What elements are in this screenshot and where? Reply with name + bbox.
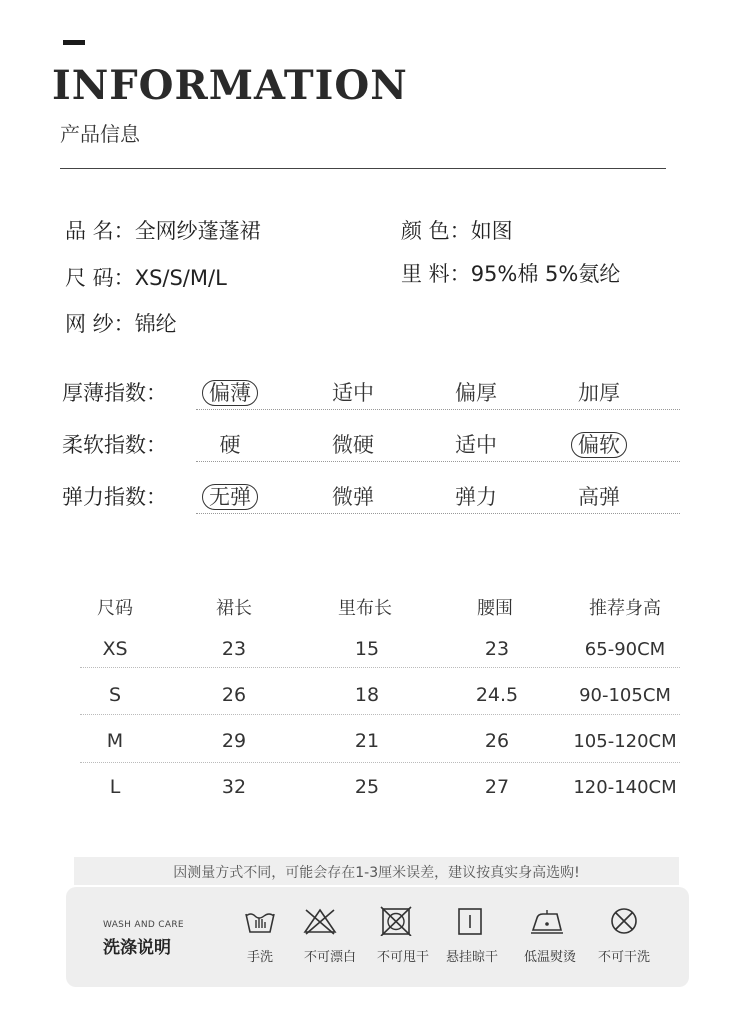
thickness-option-extra-thick: 加厚 (578, 381, 620, 405)
table-cell-waist: 26 (484, 730, 510, 752)
care-title-cn: 洗涤说明 (103, 938, 171, 958)
table-cell-lining-length: 21 (354, 730, 380, 752)
info-color-value: 如图 (470, 219, 513, 243)
table-cell-skirt-length: 26 (221, 684, 247, 706)
height-header: 推荐身高 (589, 598, 661, 619)
page-title: INFORMATION (52, 62, 408, 109)
hand-wash-icon (230, 906, 290, 936)
info-size (65, 262, 227, 292)
thickness-option-thick: 偏厚 (455, 381, 497, 405)
table-cell-waist: 24.5 (475, 684, 519, 706)
table-row-divider (80, 762, 680, 763)
softness-option-hard: 硬 (219, 433, 241, 457)
table-cell-height: 105-120CM (573, 731, 677, 752)
hang-dry-icon (440, 906, 500, 936)
table-cell-size: L (109, 776, 121, 798)
no-dry-clean-icon (594, 906, 654, 936)
info-lining-label: 里 料： (401, 262, 471, 286)
info-color-label: 颜 色： (401, 219, 471, 243)
care-title-en: WASH AND CARE (103, 920, 184, 930)
table-cell-skirt-length: 23 (221, 638, 247, 660)
table-cell-size: XS (102, 638, 128, 660)
info-name-value: 全网纱蓬蓬裙 (134, 219, 261, 243)
low-iron-icon (517, 906, 577, 936)
table-cell-lining-length: 25 (354, 776, 380, 798)
info-name-label: 品 名： (65, 219, 135, 243)
softness-option-slightly-hard: 微硬 (332, 433, 374, 457)
page-subtitle: 产品信息 (60, 122, 140, 146)
elasticity-option-none: 无弹 (180, 481, 280, 511)
thickness-option-thin: 偏薄 (180, 377, 280, 407)
info-lining-value: 95%棉 5%氨纶 (470, 262, 621, 286)
info-mesh (65, 308, 177, 338)
table-cell-height: 90-105CM (579, 685, 671, 706)
softness-option-soft: 偏软 (549, 429, 649, 459)
elasticity-option-slight: 微弹 (332, 485, 374, 509)
table-row-divider (80, 667, 680, 668)
title-dash (63, 40, 85, 45)
care-label-no-dry-clean: 不可干洗 (597, 950, 650, 965)
thickness-option-medium: 适中 (332, 381, 374, 405)
table-cell-lining-length: 18 (354, 684, 380, 706)
waist-header: 腰围 (477, 598, 513, 619)
care-label-hand-wash: 手洗 (246, 950, 273, 965)
elasticity-index-label: 弹力指数： (62, 485, 167, 509)
table-row-divider (80, 714, 680, 715)
info-size-value: XS/S/M/L (134, 266, 227, 290)
care-label-no-bleach: 不可漂白 (303, 950, 356, 965)
table-cell-height: 120-140CM (573, 777, 677, 798)
lining-length-header: 里布长 (338, 598, 392, 619)
table-cell-size: M (106, 730, 124, 752)
table-cell-size: S (108, 684, 122, 706)
care-label-hang-dry: 悬挂晾干 (445, 950, 498, 965)
info-mesh-label: 网 纱： (65, 312, 135, 336)
size-header: 尺码 (97, 598, 133, 619)
elasticity-option-elastic: 弹力 (455, 485, 497, 509)
table-cell-height: 65-90CM (584, 639, 666, 660)
no-tumble-dry-icon (366, 906, 426, 936)
skirt-length-header: 裙长 (216, 598, 252, 619)
info-name (65, 215, 261, 245)
info-color (401, 215, 513, 245)
softness-divider (196, 461, 680, 462)
softness-index-label: 柔软指数： (62, 433, 167, 457)
table-cell-lining-length: 15 (354, 638, 380, 660)
measurement-note: 因测量方式不同，可能会存在1-3厘米误差，建议按真实身高选购! (173, 865, 580, 881)
header-divider (60, 168, 666, 169)
table-cell-waist: 23 (484, 638, 510, 660)
thickness-index-label: 厚薄指数： (62, 381, 167, 405)
softness-option-medium: 适中 (455, 433, 497, 457)
info-mesh-value: 锦纶 (134, 312, 177, 336)
care-label-no-tumble-dry: 不可甩干 (376, 950, 429, 965)
no-bleach-icon (290, 906, 350, 936)
info-lining (401, 258, 620, 288)
thickness-divider (196, 409, 680, 410)
table-cell-waist: 27 (484, 776, 510, 798)
care-label-low-iron: 低温熨烫 (523, 950, 576, 965)
table-cell-skirt-length: 32 (221, 776, 247, 798)
table-cell-skirt-length: 29 (221, 730, 247, 752)
info-size-label: 尺 码： (65, 266, 135, 290)
elasticity-option-high: 高弹 (578, 485, 620, 509)
elasticity-divider (196, 513, 680, 514)
